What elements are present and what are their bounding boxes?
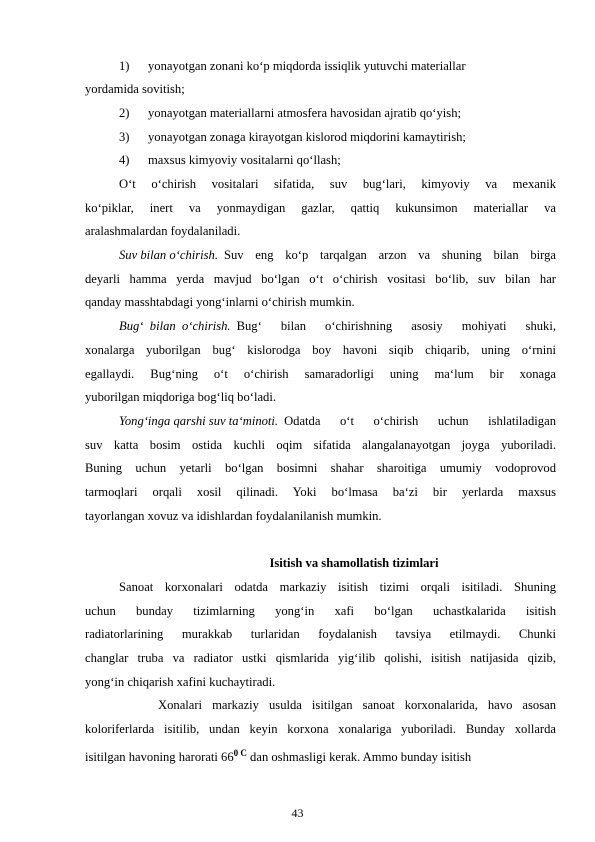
- paragraph-line: deyarli hamma yerda mavjud bo‘lgan o‘t o‘chirish vositasi bo‘lib, suv bilan har: [85, 272, 556, 286]
- paragraph-line: yuborilgan miqdoriga bog‘liq bo‘ladi.: [85, 390, 276, 404]
- paragraph-text: Bug‘ bilan o‘chirishning asosiy mohiyati shuki,: [236, 319, 556, 333]
- paragraph-line: yong‘in chiqarish xafini kuchaytiradi.: [85, 675, 276, 689]
- list-text: yonayotgan zonaga kirayotgan kislorod miqdorini kamaytirish;: [148, 130, 466, 144]
- paragraph-line: tarmoqlari orqali xosil qilinadi. Yoki bo‘lmasa ba‘zi bir yerlarda maxsus: [85, 485, 556, 499]
- list-text: yonayotgan zonani ko‘p miqdorda issiqlik yutuvchi materiallar: [148, 59, 466, 73]
- paragraph-line: O‘t o‘chirish vositalari sifatida, suv bug‘lari, kimyoviy va mexanik: [119, 177, 556, 191]
- paragraph-line: Buning uchun yetarli bo‘lgan bosimni shahar sharoitiga umumiy vodoprovod: [85, 461, 556, 475]
- paragraph-line: changlar truba va radiator ustki qismlarida yig‘ilib qolishi, isitish natijasida qizib,: [85, 651, 556, 665]
- paragraph-line: koloriferlarda isitilib, undan keyin korxona xonalariga yuboriladi. Bunday xollarda: [85, 722, 556, 736]
- paragraph-line: [119, 245, 556, 265]
- degree-superscript: 0 C: [233, 748, 247, 758]
- paragraph-line: suv katta bosim ostida kuchli oqim sifatida alangalanayotgan joyga yuboriladi.: [85, 438, 556, 452]
- list-text: yonayotgan materiallarni atmosfera havosidan ajratib qo‘yish;: [148, 106, 461, 120]
- list-item: [85, 150, 556, 170]
- paragraph-line: xonalarga yuborilgan bug‘ kislorodga boy havoni siqib chiqarib, uning o‘rnini: [85, 343, 556, 357]
- paragraph-line: tayorlangan xovuz va idishlardan foydalanilanish mumkin.: [85, 509, 382, 523]
- paragraph-line: egallaydi. Bug‘ning o‘t o‘chirish samaradorligi uning ma‘lum bir xonaga: [85, 367, 556, 381]
- paragraph-line: Sanoat korxonalari odatda markaziy isitish tizimi orqali isitiladi. Shuning: [119, 580, 556, 594]
- section-subtitle: Suv bilan o‘chirish.: [119, 248, 218, 262]
- paragraph-line: aralashmalardan foydalaniladi.: [85, 224, 241, 238]
- paragraph-line: [119, 316, 556, 336]
- paragraph-line: radiatorlarining murakkab turlaridan foydalanish tavsiya etilmaydi. Chunki: [85, 627, 556, 641]
- list-text: maxsus kimyoviy vositalarni qo‘llash;: [148, 153, 341, 167]
- paragraph-line: Xonalari markaziy usulda isitilgan sanoat korxonalarida, havo asosan: [158, 698, 556, 712]
- list-number: 4): [119, 153, 130, 167]
- paragraph-text: dan oshmasligi kerak. Ammo bunday isitish: [246, 750, 472, 764]
- paragraph-text: Suv eng ko‘p tarqalgan arzon va shuning bilan birga: [224, 248, 556, 262]
- list-number: 1): [119, 59, 130, 73]
- paragraph-text: Odatda o‘t o‘chirish uchun ishlatiladigan: [284, 414, 556, 428]
- list-number: 2): [119, 106, 130, 120]
- section-subtitle: Yong‘inga qarshi suv ta‘minoti.: [119, 414, 279, 428]
- paragraph-line: [119, 411, 556, 431]
- section-subtitle: Bug‘ bilan o‘chirish.: [119, 319, 231, 333]
- list-item-continuation: yordamida sovitish;: [85, 82, 185, 96]
- list-item: [85, 56, 556, 76]
- paragraph-line: ko‘piklar, inert va yonmaydigan gazlar, qattiq kukunsimon materiallar va: [85, 201, 556, 215]
- list-number: 3): [119, 130, 130, 144]
- paragraph-line: uchun bunday tizimlarning yong‘in xafi bo‘lgan uchastkalarida isitish: [85, 604, 556, 618]
- section-heading: Isitish va shamollatish tizimlari: [269, 556, 439, 570]
- paragraph-line: qanday masshtabdagi yong‘inlarni o‘chirish mumkin.: [85, 295, 355, 309]
- paragraph-text: isitilgan havoning harorati 66: [85, 750, 234, 764]
- list-item: [85, 103, 556, 123]
- page-number: 43: [291, 806, 304, 820]
- list-item: [85, 127, 556, 147]
- paragraph-line: [85, 743, 556, 763]
